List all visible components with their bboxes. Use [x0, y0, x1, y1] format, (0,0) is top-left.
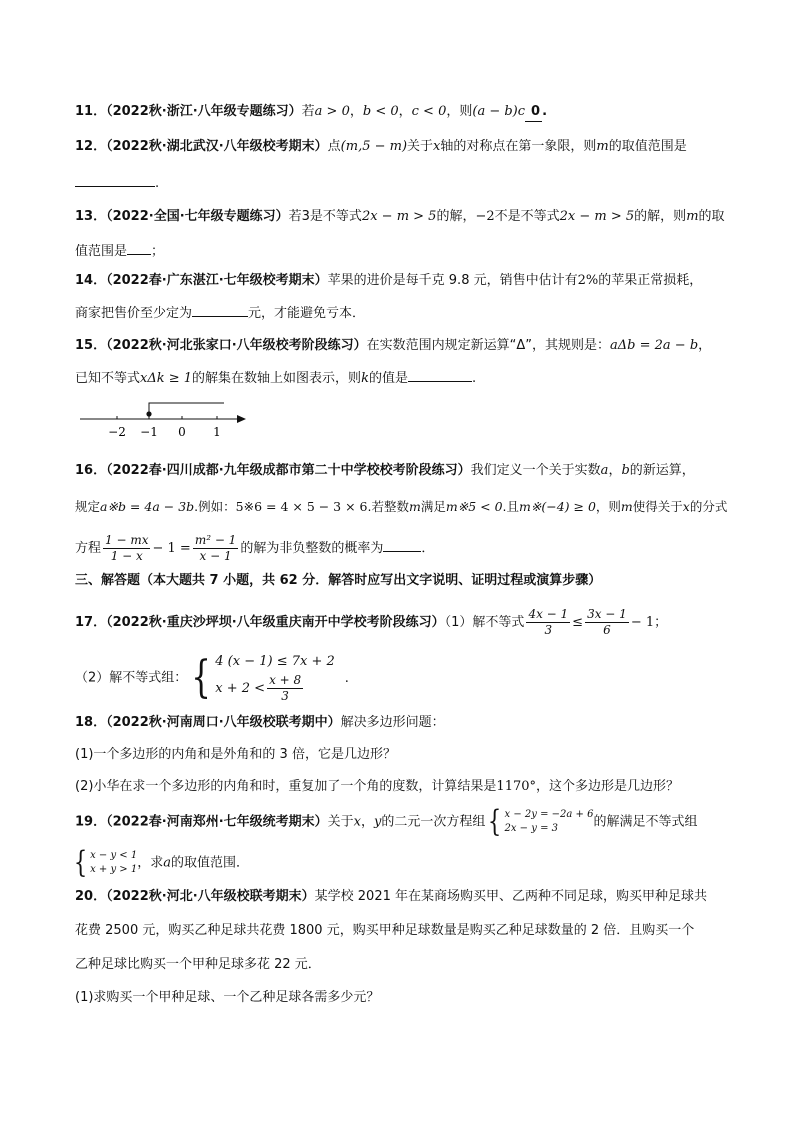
q13-source: （2022·全国·七年级专题练习）	[106, 209, 289, 224]
q11-source: （2022秋·浙江·八年级专题练习）	[106, 104, 302, 119]
q15-var: k	[361, 371, 369, 386]
q19-equation-system	[485, 804, 593, 840]
question-16	[75, 462, 695, 480]
question-11	[75, 103, 547, 122]
q19-sep: ，	[361, 814, 375, 830]
q19-text: ，求	[137, 855, 164, 871]
q15-sep: ，	[698, 338, 712, 353]
question-14-line2	[75, 304, 365, 323]
q14-percent: 2%	[577, 273, 599, 288]
solution-ray	[149, 403, 224, 414]
q19-var: y	[374, 814, 382, 830]
q13-text: 的解，	[436, 209, 476, 224]
q14-text: 苹果的进价是每千克 9.8 元，销售中估计有	[327, 273, 578, 288]
q18-source: （2022秋·河南周口·八年级校联考期中）	[106, 715, 341, 730]
question-17-part2	[75, 648, 349, 709]
section-header: 三、解答题（本大题共 7 小题，共 62 分．解答时应写出文字说明、证明过程或演算步骤）	[75, 573, 602, 588]
q14-text: 元，才能避免亏本．	[248, 306, 366, 321]
q12-text: 的取值范围是	[608, 139, 687, 154]
q16-condition: m※5 < 0	[445, 499, 503, 514]
q20-number: 20．	[75, 889, 107, 904]
q19-text: 的解满足不等式组	[593, 814, 698, 830]
question-16-line2	[75, 498, 727, 516]
q16-text: .例如：	[194, 499, 236, 514]
system-row: x + y > 1	[90, 863, 138, 875]
question-13-line2	[75, 242, 164, 261]
number-line-figure	[80, 398, 256, 442]
q16-text: .且	[502, 499, 520, 514]
q19-text: 关于	[327, 814, 354, 830]
q20-source: （2022秋·河北·八年级校联考期末）	[106, 889, 315, 904]
question-13	[75, 208, 725, 226]
q16-fraction-2	[193, 533, 239, 564]
q19-inequality-system	[71, 846, 137, 880]
q16-text: 规定	[75, 499, 101, 514]
q13-end: ；	[151, 244, 165, 259]
system-row: x − y < 1	[90, 849, 138, 861]
q19-text: 的二元一次方程组	[381, 814, 486, 830]
q14-text: 商家把售价至少定为	[75, 306, 193, 321]
tick-label: 1	[213, 425, 221, 439]
q12-source: （2022秋·湖北武汉·八年级校考期末）	[106, 139, 328, 154]
numerator: x + 8	[269, 673, 302, 687]
denominator: 1 − x	[110, 549, 143, 563]
q16-text: 使得关于	[632, 499, 683, 514]
q13-text: 不是不等式	[494, 209, 560, 224]
row-fraction	[267, 673, 303, 704]
q11-answer: 0	[525, 103, 542, 122]
q16-definition: a※b = 4a − 3b	[100, 499, 195, 514]
q16-example: 5※6 = 4 × 5 − 3 × 6	[235, 499, 368, 514]
q18-text: (2)小华在求一个多边形的内角和时，重复加了一个角的度数，计算结果是	[75, 779, 497, 794]
q20-text: 某学校 2021 年在某商场购买甲、乙两种不同足球，购买甲种足球共	[314, 889, 708, 904]
question-15	[75, 337, 711, 355]
q16-operator: − 1 =	[152, 541, 191, 556]
numerator: m² − 1	[194, 533, 237, 547]
q13-text: 若3是不等式	[288, 209, 362, 224]
system-row: x − 2y = −2a + 6	[504, 808, 594, 820]
axis-arrow-icon	[237, 415, 246, 423]
q17-system	[187, 648, 335, 708]
q15-source: （2022秋·河北张家口·八年级校考阶段练习）	[106, 338, 367, 353]
q16-var: b	[621, 463, 630, 478]
brace-icon: {	[488, 803, 502, 839]
q13-value: −2	[475, 209, 495, 224]
q16-text: 的新运算，	[629, 463, 695, 478]
answer-blank[interactable]	[192, 304, 248, 317]
brace-icon: {	[73, 844, 88, 880]
question-17	[75, 604, 667, 642]
q11-end: .	[542, 104, 548, 119]
question-19-line2	[75, 846, 249, 881]
q16-var: x	[682, 499, 690, 514]
answer-blank[interactable]	[127, 242, 151, 255]
q19-number: 19．	[75, 814, 107, 830]
question-18	[75, 714, 445, 732]
numerator: 4x − 1	[528, 607, 569, 621]
q17-operator: ≤	[572, 615, 584, 630]
q14-text: 的苹果正常损耗，	[598, 273, 703, 288]
q15-inequality: xΔk ≥ 1	[140, 371, 193, 386]
system-rows	[505, 808, 594, 836]
q17-fraction-1	[526, 607, 570, 638]
q16-var: m	[409, 499, 421, 514]
q11-cond-b: b < 0	[362, 104, 399, 119]
denominator: 6	[603, 623, 611, 637]
system-row: 2x − y = 3	[504, 822, 558, 834]
q15-text: 的值是	[368, 371, 408, 386]
q12-text: 点	[327, 139, 341, 154]
q14-source: （2022春·广东湛江·七年级校考期末）	[106, 273, 328, 288]
q19-source: （2022春·河南郑州·七年级统考期末）	[106, 814, 328, 830]
q11-text: 若	[301, 104, 315, 119]
row-text: x + 2 <	[215, 681, 266, 696]
question-15-line2	[75, 369, 476, 388]
q11-expression: (a − b)c	[472, 104, 526, 119]
q17-end: .	[344, 670, 349, 686]
system-row	[215, 673, 335, 704]
question-20-line3: 乙种足球比购买一个甲种足球多花 22 元．	[75, 957, 321, 972]
question-20	[75, 888, 707, 906]
denominator: 3	[281, 689, 289, 703]
q12-point: (m,5 − m)	[340, 139, 408, 154]
q17-number: 17．	[75, 615, 107, 630]
q16-condition: m※(−4) ≥ 0	[519, 499, 596, 514]
q19-var: a	[163, 855, 171, 871]
q17-source: （2022秋·重庆沙坪坝·八年级重庆南开中学校考阶段练习）	[106, 615, 445, 630]
q19-text: 的取值范围．	[171, 855, 250, 871]
question-19	[75, 804, 697, 841]
denominator: 3	[544, 623, 553, 637]
tick-label: −2	[108, 425, 126, 439]
q16-source: （2022春·四川成都·九年级成都市第二十中学校校考阶段练习）	[106, 463, 471, 478]
q12-text: 关于	[407, 139, 434, 154]
q17-part2: （2）解不等式组：	[75, 670, 188, 686]
q11-number: 11．	[75, 104, 107, 119]
q11-sep: ，则	[446, 104, 473, 119]
q16-end: ．	[421, 541, 435, 556]
question-14	[75, 272, 702, 290]
q13-var: m	[686, 209, 699, 224]
question-18-part1: (1)一个多边形的内角和是外角和的 3 倍，它是几边形？	[75, 747, 396, 762]
q15-end: .	[471, 371, 477, 386]
numerator: 1 − mx	[105, 533, 149, 547]
question-20-part1: (1)求购买一个甲种足球、一个乙种足球各需多少元？	[75, 990, 380, 1005]
q16-text: 的分式	[689, 499, 728, 514]
denominator: x − 1	[199, 549, 232, 563]
answer-blank[interactable]	[408, 369, 472, 382]
answer-blank[interactable]	[383, 539, 421, 552]
q16-number: 16．	[75, 463, 107, 478]
q13-inequality: 2x − m > 5	[559, 209, 635, 224]
q17-tail: − 1	[630, 615, 655, 630]
q11-sep: ，	[349, 104, 363, 119]
q12-var: m	[596, 139, 609, 154]
q13-text: 的取	[698, 209, 725, 224]
q17-fraction-2	[585, 607, 629, 638]
brace-icon: {	[191, 651, 212, 703]
q13-text: 值范围是	[75, 244, 128, 259]
q13-text: 的解，则	[634, 209, 687, 224]
q16-text: 方程	[75, 541, 102, 556]
q14-number: 14．	[75, 273, 107, 288]
q18-degree: 1170°	[496, 779, 537, 794]
q15-number: 15．	[75, 338, 107, 353]
q13-inequality: 2x − m > 5	[361, 209, 437, 224]
q18-text: ，这个多边形是几边形？	[536, 779, 680, 794]
q15-text: 的解集在数轴上如图表示，则	[192, 371, 362, 386]
system-rows	[90, 849, 137, 877]
q12-number: 12．	[75, 139, 107, 154]
q16-fraction-1	[103, 533, 150, 564]
q15-text: 已知不等式	[75, 371, 141, 386]
q16-text: 我们定义一个关于实数	[470, 463, 601, 478]
q12-axis: x	[433, 139, 441, 154]
question-20-line2: 花费 2500 元，购买乙种足球共花费 1800 元，购买甲种足球数量是购买乙种足球数量的 2 倍．且购买一个	[75, 923, 695, 938]
question-12	[75, 138, 687, 156]
q19-var: x	[353, 814, 362, 830]
question-16-line3	[75, 530, 434, 568]
question-18-part2	[75, 778, 679, 796]
closed-endpoint	[146, 411, 151, 416]
q17-part1: （1）解不等式	[444, 615, 525, 630]
q18-number: 18．	[75, 715, 107, 730]
numerator: 3x − 1	[587, 607, 627, 621]
q11-sep: ，	[398, 104, 412, 119]
q13-number: 13．	[75, 209, 107, 224]
q18-text: 解决多边形问题：	[340, 715, 445, 730]
q16-text: 满足	[420, 499, 446, 514]
q17-sep: ；	[654, 615, 668, 630]
q15-text: 在实数范围内规定新运算“Δ”，其规则是：	[366, 338, 611, 353]
q15-rule: aΔb = 2a − b	[610, 338, 699, 353]
q16-text: ，则	[595, 499, 621, 514]
q11-cond-c: c < 0	[411, 104, 447, 119]
q16-var: m	[620, 499, 633, 514]
tick-label: 0	[178, 425, 186, 439]
system-row: 4 (x − 1) ≤ 7x + 2	[215, 654, 335, 669]
tick-label: −1	[140, 425, 158, 439]
answer-blank[interactable]	[75, 174, 155, 187]
q16-sep: ，	[608, 463, 622, 478]
q16-text: 的解为非负整数的概率为	[240, 541, 384, 556]
question-12-answer-line	[75, 174, 159, 193]
q12-end: .	[155, 176, 160, 191]
system-rows	[215, 651, 335, 704]
q16-text: .若整数	[367, 499, 409, 514]
q16-var: a	[600, 463, 609, 478]
q12-text: 轴的对称点在第一象限，则	[440, 139, 597, 154]
q11-cond-a: a > 0	[314, 104, 350, 119]
